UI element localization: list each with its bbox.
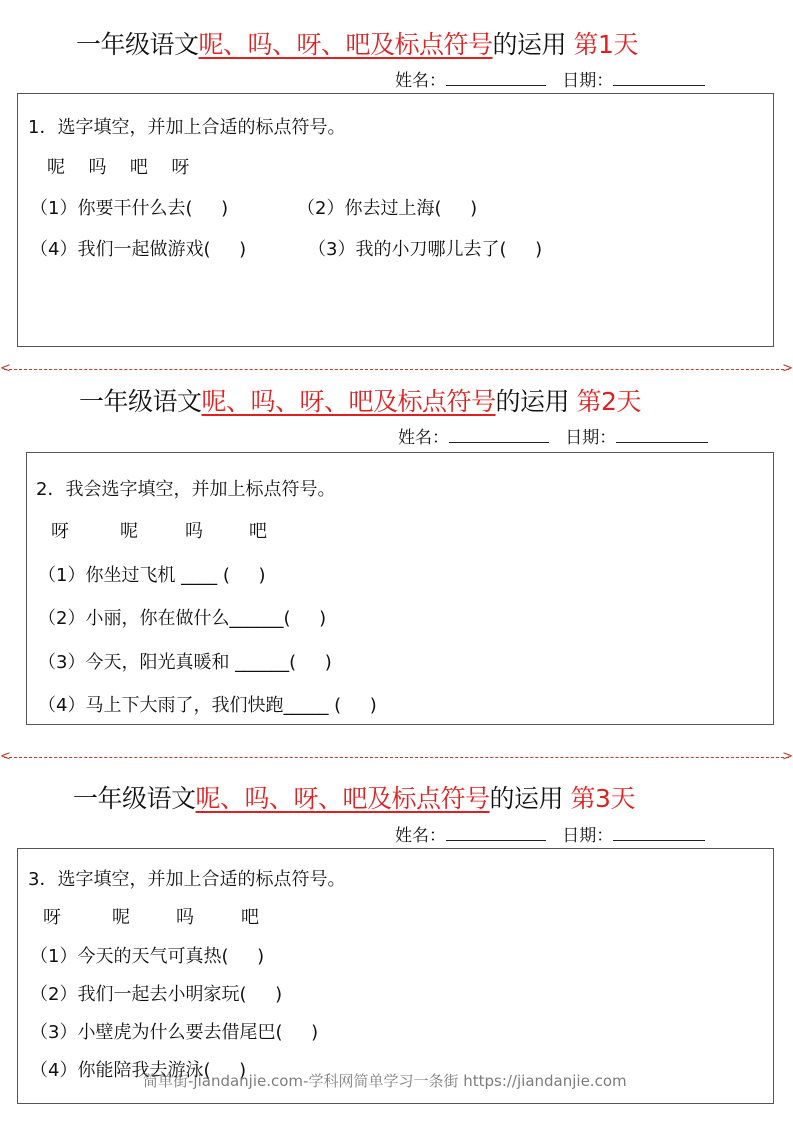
date-blank[interactable] xyxy=(613,69,705,86)
title-highlight: 呢、吗、呀、吧及标点符号 xyxy=(195,784,490,813)
word-option: 吗 xyxy=(185,521,203,542)
date-blank[interactable] xyxy=(616,426,708,443)
question-text: 2．我会选字填空，并加上标点符号。 xyxy=(36,479,336,500)
date-label: 日期： xyxy=(562,826,614,846)
word-option: 呢 xyxy=(112,907,130,928)
arrow-left-icon: < xyxy=(0,749,11,764)
exercise-item: （2）你去过上海( ) xyxy=(297,198,478,219)
date-label: 日期： xyxy=(565,428,617,448)
title-prefix: 一年级语文 xyxy=(73,784,196,813)
section-1-title xyxy=(76,25,638,61)
question-text: 1．选字填空，并加上合适的标点符号。 xyxy=(28,117,346,138)
cut-line xyxy=(0,361,793,376)
name-blank[interactable] xyxy=(446,69,546,86)
title-day: 第2天 xyxy=(576,387,641,416)
title-day: 第3天 xyxy=(570,784,635,813)
section-2-title xyxy=(79,382,641,418)
exercise-item: （1）今天的天气可真热( ) xyxy=(30,946,265,967)
arrow-right-icon: > xyxy=(782,361,793,376)
title-prefix: 一年级语文 xyxy=(76,30,199,59)
exercise-item: （4）马上下大雨了，我们快跑_____ ( ) xyxy=(38,695,377,716)
arrow-left-icon: < xyxy=(0,361,11,376)
section-2-meta xyxy=(398,423,708,448)
title-day: 第1天 xyxy=(573,30,638,59)
title-highlight: 呢、吗、呀、吧及标点符号 xyxy=(201,387,496,416)
word-option: 呢 xyxy=(120,521,138,542)
cut-line xyxy=(0,749,793,764)
word-options: 呢 吗 吧 呀 xyxy=(47,157,190,178)
date-blank[interactable] xyxy=(613,824,705,841)
section-3-title xyxy=(73,779,635,815)
exercise-item: （4）你能陪我去游泳( ) xyxy=(30,1060,247,1081)
word-option: 吗 xyxy=(176,907,194,928)
exercise-item: （3）我的小刀哪儿去了( ) xyxy=(308,239,543,260)
title-highlight: 呢、吗、呀、吧及标点符号 xyxy=(198,30,493,59)
exercise-item: （4）我们一起做游戏( ) xyxy=(30,239,247,260)
word-option: 呀 xyxy=(51,521,69,542)
exercise-item: （1）你要干什么去( ) xyxy=(30,198,229,219)
section-3-meta xyxy=(395,821,705,846)
name-label: 姓名： xyxy=(395,826,446,846)
exercise-item: （3）小壁虎为什么要去借尾巴( ) xyxy=(30,1022,319,1043)
exercise-item: （2）小丽，你在做什么______( ) xyxy=(38,608,327,629)
word-option: 呀 xyxy=(43,907,61,928)
word-option: 吧 xyxy=(249,521,267,542)
watermark: 简单街-jiandanjie.com-学科网简单学习一条街 https://jiandanjie.com xyxy=(143,1072,627,1090)
section-1-meta xyxy=(395,66,705,91)
exercise-item: （2）我们一起去小明家玩( ) xyxy=(30,984,283,1005)
title-suffix: 的运用 xyxy=(492,30,567,59)
arrow-right-icon: > xyxy=(782,749,793,764)
title-prefix: 一年级语文 xyxy=(79,387,202,416)
exercise-item: （3）今天，阳光真暖和 ______( ) xyxy=(38,652,332,673)
name-label: 姓名： xyxy=(395,71,446,91)
name-blank[interactable] xyxy=(446,824,546,841)
word-option: 吧 xyxy=(241,907,259,928)
name-blank[interactable] xyxy=(449,426,549,443)
name-label: 姓名： xyxy=(398,428,449,448)
exercise-item: （1）你坐过飞机 ____ ( ) xyxy=(38,565,266,586)
title-suffix: 的运用 xyxy=(495,387,570,416)
question-text: 3．选字填空，并加上合适的标点符号。 xyxy=(28,869,346,890)
title-suffix: 的运用 xyxy=(489,784,564,813)
date-label: 日期： xyxy=(562,71,614,91)
